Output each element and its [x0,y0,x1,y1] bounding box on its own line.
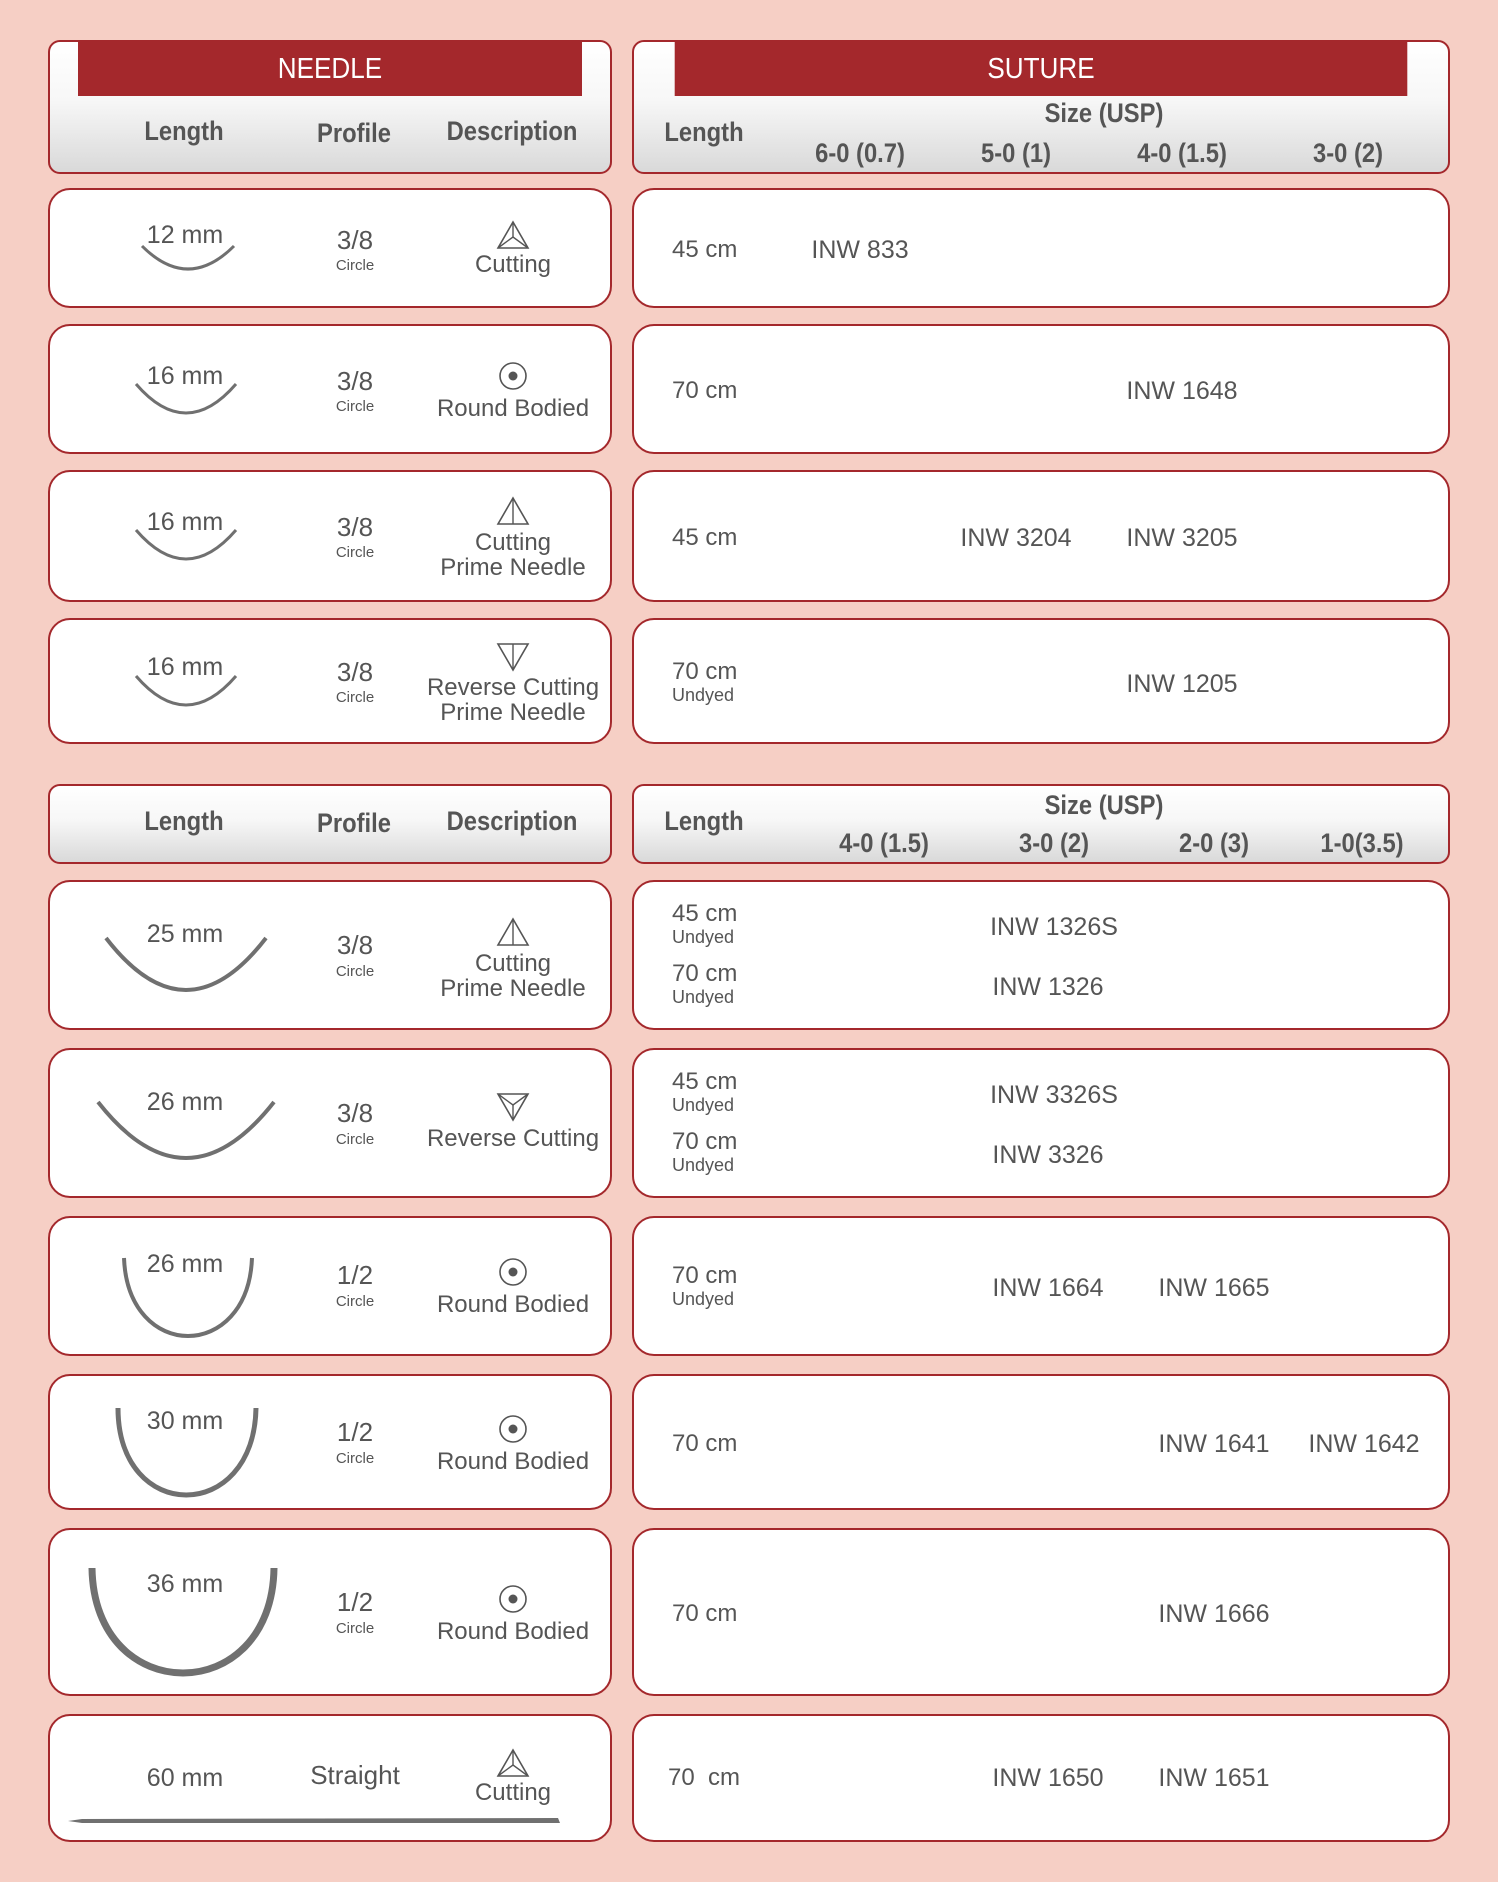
product-code: INW 1664 [992,1274,1104,1302]
needle-profile: 3/8 [336,512,374,542]
needle-profile: 1/2 [336,1417,374,1447]
needle-description-2: Prime Needle [440,975,586,1002]
suture-length: 70 cm [672,960,738,987]
round-bodied-icon [498,1257,528,1287]
needle-description-2: Prime Needle [440,554,586,581]
product-code: INW 1665 [1158,1274,1270,1302]
cutting-triangle-icon [496,220,530,250]
needle-row [48,188,612,308]
needle-description: Cutting [474,529,552,556]
suture-row [632,1216,1450,1356]
needle-profile-sub: Circle [335,963,375,980]
suture-length: 45 cm [672,524,738,551]
suture-length-header: Length [664,806,744,836]
suture-length: 70 cm [672,1262,738,1289]
product-code: INW 3204 [960,524,1072,552]
needle-row [48,880,612,1030]
suture-row [632,1714,1450,1842]
reverse-cutting-icon [496,642,530,672]
suture-header [632,40,1450,174]
needle-length-header: Length [144,116,224,146]
round-bodied-icon [498,1584,528,1614]
size-col-2: 5-0 (1) [981,138,1051,168]
size-col-4: 1-0(3.5) [1320,828,1404,858]
suture-row [632,618,1450,744]
needle-profile-sub: Circle [335,689,375,706]
needle-profile-header: Profile [317,808,391,838]
cutting-triangle-icon [496,1748,530,1778]
suture-length: 70 cm [672,1128,738,1155]
size-col-4: 3-0 (2) [1313,138,1383,168]
product-code: INW 3205 [1126,524,1238,552]
suture-row [632,324,1450,454]
needle-description: Cutting [474,1779,552,1806]
needle-profile: 3/8 [336,930,374,960]
round-bodied-icon [498,361,528,391]
suture-length: 45 cm [672,900,738,927]
needle-length: 30 mm [146,1407,224,1435]
needle-description: Round Bodied [436,395,590,422]
needle-profile-sub: Circle [335,257,375,274]
suture-row [632,470,1450,602]
reverse-cutting-icon [496,1092,530,1122]
round-bodied-icon [498,1414,528,1444]
needle-length: 16 mm [146,508,224,536]
needle-length: 26 mm [146,1088,224,1116]
needle-profile: 1/2 [336,1260,374,1290]
needle-row [48,324,612,454]
needle-title: NEEDLE [78,42,582,96]
size-col-3: 4-0 (1.5) [1137,138,1227,168]
straight-needle-icon [68,1816,596,1826]
suture-title: SUTURE [675,42,1408,96]
size-usp-header: Size (USP) [1044,98,1164,128]
needle-length: 12 mm [146,221,224,249]
needle-length-header: Length [144,806,224,836]
suture-length-sub: Undyed [672,1155,735,1175]
cutting-triangle-icon [496,496,530,526]
product-code: INW 1650 [992,1764,1104,1792]
needle-description-header: Description [446,116,578,146]
suture-row [632,1048,1450,1198]
suture-header-2 [632,784,1450,864]
needle-profile: 3/8 [336,657,374,687]
needle-profile-sub: Circle [335,1450,375,1467]
size-col-1: 6-0 (0.7) [815,138,905,168]
needle-row [48,470,612,602]
product-code: INW 1651 [1158,1764,1270,1792]
needle-profile: 3/8 [336,366,374,396]
product-code: INW 1326S [990,913,1118,941]
needle-profile: Straight [310,1760,400,1790]
suture-row [632,188,1450,308]
suture-length-sub: Undyed [672,987,735,1007]
needle-length: 16 mm [146,362,224,390]
suture-length: 70 cm [672,1600,738,1627]
needle-length: 26 mm [146,1250,224,1278]
suture-length: 70 cm [672,658,738,685]
needle-row [48,618,612,744]
needle-row [48,1714,612,1842]
needle-header-2 [48,784,612,864]
needle-row [48,1216,612,1356]
size-usp-header: Size (USP) [1044,790,1164,820]
needle-description-header: Description [446,806,578,836]
needle-row [48,1528,612,1696]
product-code: INW 1205 [1126,670,1238,698]
needle-description: Reverse Cutting [426,674,600,701]
suture-row [632,1528,1450,1696]
suture-length-sub: Undyed [672,1095,735,1115]
needle-header [48,40,612,174]
suture-length: 70 cm [668,1764,741,1791]
suture-length: 70 cm [672,1430,738,1457]
needle-length: 36 mm [146,1570,224,1598]
suture-length-sub: Undyed [672,1289,735,1309]
product-code: INW 1641 [1158,1430,1270,1458]
needle-profile-sub: Circle [335,544,375,561]
suture-length-header: Length [664,117,744,147]
needle-description: Cutting [474,251,552,278]
needle-length: 16 mm [146,653,224,681]
needle-profile: 3/8 [336,225,374,255]
needle-description: Round Bodied [436,1618,590,1645]
needle-profile: 3/8 [336,1098,374,1128]
suture-length-sub: Undyed [672,927,735,947]
needle-description: Reverse Cutting [426,1125,600,1152]
size-col-2: 3-0 (2) [1019,828,1089,858]
needle-profile: 1/2 [336,1587,374,1617]
needle-row [48,1374,612,1510]
product-code: INW 3326 [992,1141,1104,1169]
product-code: INW 1666 [1158,1600,1270,1628]
suture-row [632,1374,1450,1510]
needle-row [48,1048,612,1198]
needle-description: Round Bodied [436,1291,590,1318]
needle-profile-header: Profile [317,118,391,148]
needle-length: 60 mm [146,1764,224,1792]
needle-profile-sub: Circle [335,398,375,415]
needle-profile-sub: Circle [335,1131,375,1148]
suture-length: 45 cm [672,1068,738,1095]
product-code: INW 1642 [1308,1430,1420,1458]
suture-length: 45 cm [672,236,738,263]
product-code: INW 833 [811,236,909,264]
needle-profile-sub: Circle [335,1293,375,1310]
product-code: INW 1326 [992,973,1104,1001]
cutting-triangle-icon [496,917,530,947]
suture-row [632,880,1450,1030]
suture-length: 70 cm [672,377,738,404]
needle-description: Cutting [474,950,552,977]
product-code: INW 1648 [1126,377,1238,405]
needle-description-2: Prime Needle [440,699,586,726]
product-code: INW 3326S [990,1081,1118,1109]
needle-length: 25 mm [146,920,224,948]
suture-length-sub: Undyed [672,685,735,705]
size-col-3: 2-0 (3) [1179,828,1249,858]
needle-description: Round Bodied [436,1448,590,1475]
needle-profile-sub: Circle [335,1620,375,1637]
size-col-1: 4-0 (1.5) [839,828,929,858]
